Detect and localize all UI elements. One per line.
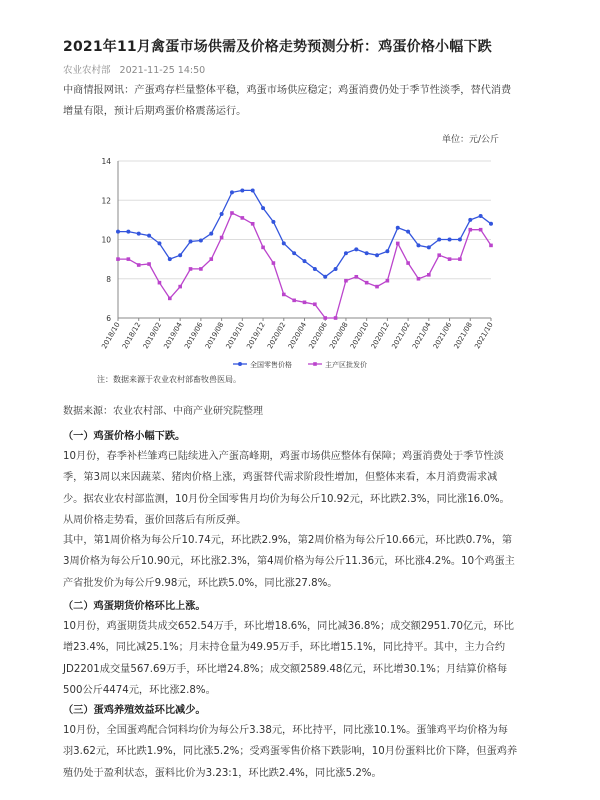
data-point xyxy=(230,211,234,215)
data-point xyxy=(261,246,265,250)
paragraph-line: 羽3.62元，环比跌1.9%，同比涨5.2%；受鸡蛋零售价格下跌影响，10月份蛋料比价下降，但蛋鸡养 xyxy=(63,746,518,758)
data-point xyxy=(344,251,348,255)
x-tick-label: 2020/02 xyxy=(266,321,288,351)
data-point xyxy=(334,316,338,320)
data-point xyxy=(406,230,410,234)
intro-paragraph xyxy=(63,80,549,123)
data-point xyxy=(489,222,493,226)
data-point xyxy=(116,257,120,261)
data-point xyxy=(427,273,431,277)
section-paragraph xyxy=(63,446,549,531)
data-point xyxy=(427,245,431,249)
data-point xyxy=(230,190,234,194)
data-point xyxy=(126,230,130,234)
section-paragraph xyxy=(63,530,549,594)
data-point xyxy=(479,228,483,232)
y-tick-label: 14 xyxy=(101,157,111,166)
legend-marker xyxy=(238,362,242,366)
data-point xyxy=(251,222,255,226)
paragraph-line: 中商情报网讯：产蛋鸡存栏量整体平稳，鸡蛋市场供应稳定；鸡蛋消费仍处于季节性淡季，替代消费 xyxy=(63,85,512,96)
data-point xyxy=(417,277,421,281)
paragraph-line: 季，第3周以来因蔬菜、猪肉价格上涨，鸡蛋替代需求阶段性增加，但整体来看，本月消费需求减 xyxy=(63,472,498,484)
data-point xyxy=(189,267,193,271)
paragraph-line: 增量有限，预计后期鸡蛋价格震荡运行。 xyxy=(63,106,247,118)
egg-price-chart xyxy=(63,148,503,378)
data-point xyxy=(157,241,161,245)
data-point xyxy=(375,285,379,289)
data-point xyxy=(168,297,172,301)
data-point xyxy=(468,228,472,232)
legend-label: 主产区批发价 xyxy=(325,361,367,369)
x-tick-label: 2019/04 xyxy=(162,321,184,351)
data-point xyxy=(313,267,317,271)
data-point xyxy=(437,253,441,257)
y-tick-label: 10 xyxy=(101,235,111,245)
legend-marker xyxy=(313,362,317,366)
data-point xyxy=(137,263,141,267)
data-point xyxy=(241,216,245,220)
data-point xyxy=(355,275,359,279)
data-point xyxy=(282,241,286,245)
data-point xyxy=(158,281,162,285)
data-point xyxy=(272,261,276,265)
x-tick-label: 2019/02 xyxy=(141,321,164,351)
data-point xyxy=(168,257,172,261)
data-point xyxy=(220,236,224,240)
section-heading: （三）蛋鸡养殖效益环比减少。 xyxy=(63,705,206,716)
section-paragraph xyxy=(63,720,549,784)
data-point xyxy=(479,214,483,218)
data-point xyxy=(385,249,389,253)
article-meta xyxy=(63,62,211,76)
x-tick-label: 2018/12 xyxy=(120,321,143,351)
data-point xyxy=(220,212,224,216)
x-tick-label: 2020/06 xyxy=(307,321,329,351)
y-tick-label: 12 xyxy=(101,196,111,206)
data-point xyxy=(323,275,327,279)
paragraph-line: 10月份，春季补栏雏鸡已陆续进入产蛋高峰期，鸡蛋市场供应整体有保障；鸡蛋消费处于季节性淡 xyxy=(63,451,504,462)
data-point xyxy=(240,188,244,192)
legend-label: 全国零售价格 xyxy=(250,361,292,369)
data-point xyxy=(137,232,141,236)
data-point xyxy=(271,220,275,224)
paragraph-line: 少。据农业农村部监测，10月份全国零售月均价为每公斤10.92元，环比跌2.3%，同比涨16.0%。 xyxy=(63,493,510,505)
section-heading: （一）鸡蛋价格小幅下跌。 xyxy=(63,431,186,442)
data-point xyxy=(365,251,369,255)
data-point xyxy=(292,251,296,255)
data-point xyxy=(199,267,203,271)
data-point xyxy=(448,238,452,242)
x-tick-label: 2019/06 xyxy=(183,321,205,351)
section-paragraph xyxy=(63,616,549,701)
data-point xyxy=(116,230,120,234)
y-tick-label: 8 xyxy=(106,274,111,284)
chart-unit: 单位：元/公斤 xyxy=(442,135,500,145)
data-point xyxy=(323,316,327,320)
data-point xyxy=(416,243,420,247)
paragraph-line: 10月份，全国蛋鸡配合饲料均价为每公斤3.38元，环比持平，同比涨10.1%。蛋雏鸡平均价格为每 xyxy=(63,725,508,736)
section-heading: （二）鸡蛋期货价格环比上涨。 xyxy=(63,601,206,612)
data-point xyxy=(313,302,317,306)
x-tick-label: 2019/12 xyxy=(245,321,267,351)
data-point xyxy=(468,218,472,222)
data-point xyxy=(261,206,265,210)
x-tick-label: 2019/10 xyxy=(224,321,247,351)
paragraph-line: JD2201成交量567.69万手，环比增24.8%；成交额2589.48亿元，环比增30.1%；月结算价格每 xyxy=(63,663,508,675)
data-point xyxy=(303,301,307,305)
data-point xyxy=(489,244,493,248)
data-point xyxy=(458,238,462,242)
x-tick-label: 2020/10 xyxy=(348,321,371,351)
paragraph-line: 500公斤4474元，环比涨2.8%。 xyxy=(63,684,216,696)
paragraph-line: 3周价格为每公斤10.90元，环比涨2.3%，第4周价格为每公斤11.36元，环比涨4.2%。10个鸡蛋主 xyxy=(63,556,515,568)
data-point xyxy=(147,262,151,266)
data-point xyxy=(209,257,213,261)
article-source: 农业农村部 xyxy=(63,65,111,76)
data-point xyxy=(375,253,379,257)
data-point xyxy=(396,226,400,230)
data-point xyxy=(189,239,193,243)
paragraph-line: 其中，第1周价格为每公斤10.74元，环比跌2.9%，第2周价格为每公斤10.66元，环比跌0.7%，第 xyxy=(63,535,513,546)
paragraph-line: 10月份，鸡蛋期货共成交652.54万手，环比增18.6%，同比减36.8%；成交额2951.70亿元，环比 xyxy=(63,621,514,632)
data-point xyxy=(147,234,151,238)
data-source: 数据来源：农业农村部、中商产业研究院整理 xyxy=(63,406,263,417)
paragraph-line: 从周价格走势看，蛋价回落后有所反弹。 xyxy=(63,514,247,526)
data-point xyxy=(303,259,307,263)
x-tick-label: 2021/04 xyxy=(411,321,433,351)
x-tick-label: 2018/10 xyxy=(100,321,122,351)
article-title: 2021年11月禽蛋市场供需及价格走势预测分析：鸡蛋价格小幅下跌 xyxy=(63,39,492,55)
paragraph-line: 殖仍处于盈利状态，蛋料比价为3.23:1，环比跌2.4%，同比涨5.2%。 xyxy=(63,767,382,779)
x-tick-label: 2020/12 xyxy=(369,321,392,351)
data-point xyxy=(209,232,213,236)
x-tick-label: 2020/04 xyxy=(286,321,309,351)
data-point xyxy=(448,257,452,261)
data-point xyxy=(458,257,462,261)
chart-svg xyxy=(63,148,503,378)
data-point xyxy=(365,281,369,285)
data-point xyxy=(199,238,203,242)
paragraph-line: 产省批发价为每公斤9.98元，环比跌5.0%，同比涨27.8%。 xyxy=(63,577,338,589)
y-tick-label: 6 xyxy=(106,314,111,323)
data-point xyxy=(127,257,131,261)
data-point xyxy=(178,253,182,257)
x-tick-label: 2021/08 xyxy=(452,321,475,351)
data-point xyxy=(292,299,296,303)
data-point xyxy=(354,247,358,251)
data-point xyxy=(437,238,441,242)
data-point xyxy=(282,293,286,297)
data-point xyxy=(406,261,410,265)
data-point xyxy=(334,267,338,271)
chart-note: 注：数据来源于农业农村部畜牧兽医局。 xyxy=(97,375,241,384)
data-point xyxy=(178,285,182,289)
article-datetime: 2021-11-25 14:50 xyxy=(119,65,206,76)
x-tick-label: 2021/06 xyxy=(431,321,454,351)
x-tick-label: 2020/08 xyxy=(328,321,350,351)
data-point xyxy=(396,242,400,246)
x-tick-label: 2021/10 xyxy=(473,321,495,351)
paragraph-line: 增23.4%，同比减25.1%；月末持仓量为49.95万手，环比增15.1%，同比持平。其中，主力合约 xyxy=(63,642,506,654)
data-point xyxy=(344,279,348,283)
x-tick-label: 2021/02 xyxy=(390,321,412,351)
data-point xyxy=(251,188,255,192)
x-tick-label: 2019/08 xyxy=(203,321,226,351)
data-point xyxy=(386,279,390,283)
